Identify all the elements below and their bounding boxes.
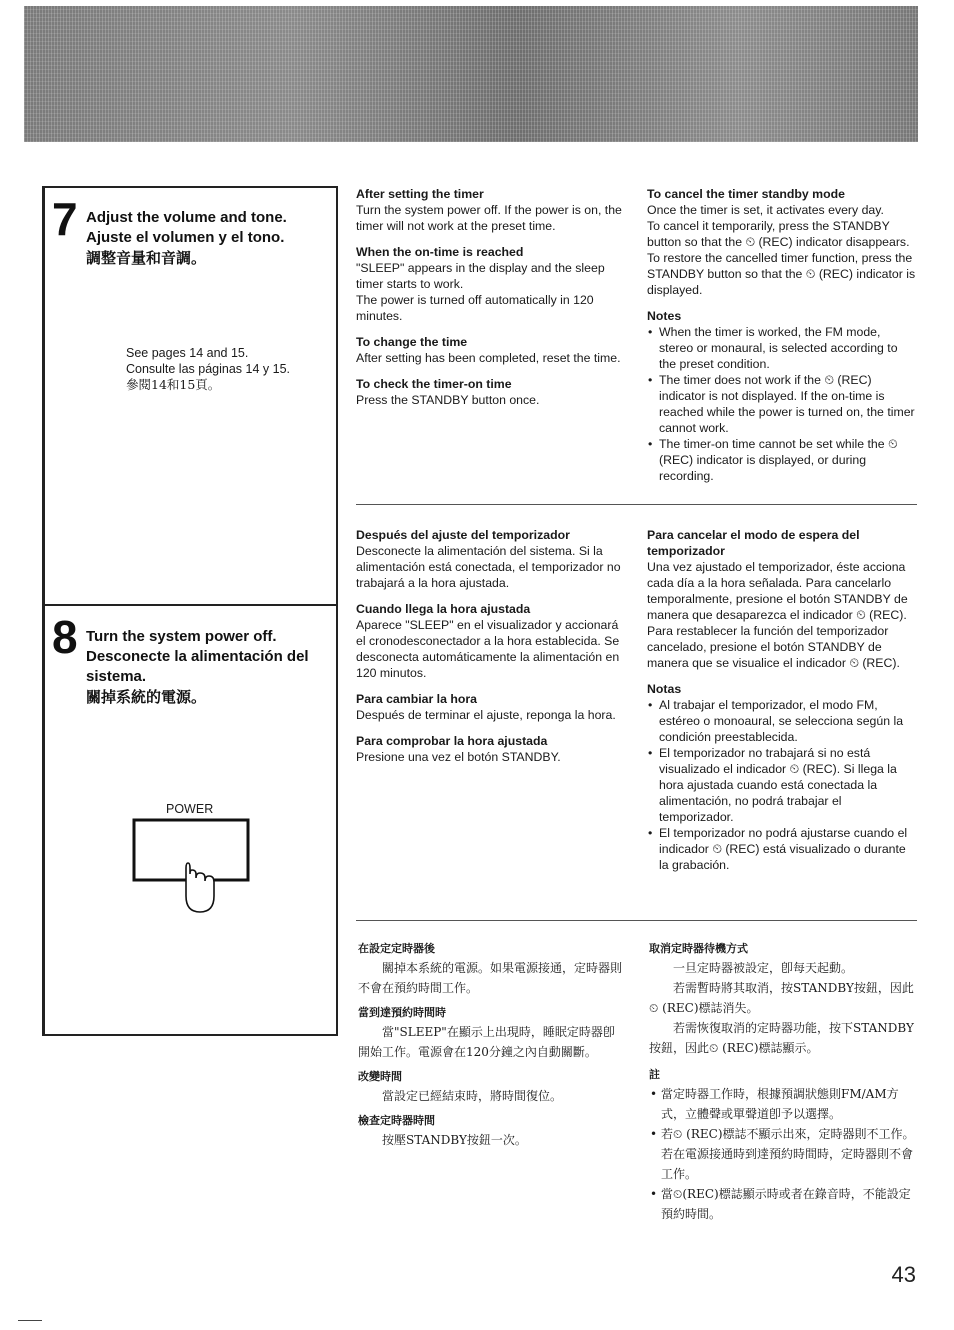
zh-mid-column [358, 940, 626, 1160]
zh-cancel-text-1: 一旦定時器被設定，卽每天起動。 [673, 961, 854, 975]
en-mid-column [356, 186, 626, 418]
en-notes-list [647, 324, 917, 484]
power-label: POWER [166, 802, 214, 816]
list-item: • Al trabajar el temporizador, el modo FM, estéreo o monoaural, se selecciona según la condición preestablecida. [659, 697, 917, 745]
separator-en-es [356, 504, 917, 505]
en-after-setting-title: After setting the timer [356, 187, 484, 201]
en-on-time-text-2: The power is turned off automatically in 120 minutes. [356, 293, 594, 323]
zh-change-time-text: 當設定已經結束時，將時間復位。 [382, 1089, 563, 1103]
es-check-time-title: Para comprobar la hora ajustada [356, 734, 548, 748]
list-item: • 當⏲(REC)標誌顯示時或者在錄音時，不能設定預約時間。 [661, 1184, 917, 1224]
es-notes-title: Notas [647, 682, 682, 696]
list-item: • 當定時器工作時，根據預調狀態則FM/AM方式，立體聲或單聲道卽予以選擇。 [661, 1084, 917, 1124]
power-button-illustration [130, 816, 256, 916]
es-on-time-text: Aparece "SLEEP" en el visualizador y accionará el cronodesconectador a la hora establecida. Se desconecta automáticamente la alimentación en 120 minutos. [356, 618, 620, 680]
zh-cancel-text-3: 若需恢復取消的定時器功能，按下STANDBY按鈕，因此⏲ (REC)標誌顯示。 [649, 1021, 914, 1055]
es-cancel-title: Para cancelar el modo de espera del temporizador [647, 528, 860, 558]
es-right-column [647, 527, 917, 873]
zh-notes-title: 註 [649, 1068, 660, 1081]
en-change-time-title: To change the time [356, 335, 468, 349]
list-item: • The timer does not work if the ⏲ (REC) indicator is not displayed. If the on-time is reached while the power is turned on, the timer cannot work. [659, 372, 917, 436]
step-7-heading-en: Adjust the volume and tone. [86, 209, 287, 226]
en-cancel-text-3: To restore the cancelled timer function, press the STANDBY button so that the ⏲ (REC) indicator is displayed. [647, 251, 916, 297]
es-check-time-text: Presione una vez el botón STANDBY. [356, 750, 561, 764]
margin-mark [18, 1320, 42, 1321]
zh-change-time-title: 改變時間 [358, 1070, 402, 1083]
step-7-note-es: Consulte las páginas 14 y 15. [126, 362, 290, 376]
zh-notes-list [649, 1084, 917, 1224]
zh-cancel-title: 取消定時器待機方式 [649, 942, 748, 955]
step-7-heading [86, 208, 287, 268]
es-on-time-title: Cuando llega la hora ajustada [356, 602, 531, 616]
step-7-heading-zh: 調整音量和音調。 [86, 249, 207, 267]
en-check-time-title: To check the timer-on time [356, 377, 512, 391]
separator-es-zh [356, 920, 917, 921]
es-mid-column [356, 527, 626, 775]
page-number: 43 [891, 1262, 916, 1287]
list-item: • When the timer is worked, the FM mode, stereo or monaural, is selected according to the preset condition. [659, 324, 917, 372]
es-after-setting-text: Desconecte la alimentación del sistema. Si la alimentación está conectada, el temporizador no trabajará a la hora ajustada. [356, 544, 621, 590]
zh-on-time-title: 當到達預約時間時 [358, 1006, 446, 1019]
en-notes-title: Notes [647, 309, 682, 323]
step-8-number: 8 [52, 611, 78, 663]
list-item: • 若⏲ (REC)標誌不顯示出來，定時器則不工作。若在電源接通時到達預約時間時，定時器則不會工作。 [661, 1124, 917, 1184]
step-8-heading-zh: 關掉系統的電源。 [86, 688, 207, 706]
zh-after-setting-title: 在設定定時器後 [358, 942, 435, 955]
en-on-time-title: When the on-time is reached [356, 245, 524, 259]
en-right-column [647, 186, 917, 484]
es-notes-list [647, 697, 917, 873]
zh-cancel-text-2: 若需暫時將其取消，按STANDBY按鈕，因此⏲ (REC)標誌消失。 [649, 981, 914, 1015]
step-8-heading-es-2: sistema. [86, 668, 147, 685]
list-item: • El temporizador no podrá ajustarse cuando el indicador ⏲ (REC) está visualizado o durante la grabación. [659, 825, 917, 873]
es-after-setting-title: Después del ajuste del temporizador [356, 528, 570, 542]
step-7-note-en: See pages 14 and 15. [126, 346, 249, 360]
step-7-note [126, 345, 290, 393]
en-after-setting-text: Turn the system power off. If the power is on, the timer will not work at the preset time. [356, 203, 622, 233]
step-7-heading-es: Ajuste el volumen y el tono. [86, 229, 285, 246]
es-change-time-text: Después de terminar el ajuste, reponga la hora. [356, 708, 616, 722]
zh-after-setting-text: 關掉本系統的電源。如果電源接通，定時器則不會在預約時間工作。 [358, 961, 623, 995]
step-8-heading-en: Turn the system power off. [86, 628, 277, 645]
steps-divider [42, 604, 338, 606]
en-cancel-text-2: To cancel it temporarily, press the STANDBY button so that the ⏲ (REC) indicator disappears. [647, 219, 910, 249]
list-item: • The timer-on time cannot be set while the ⏲ (REC) indicator is displayed, or during recording. [659, 436, 917, 484]
en-cancel-text-1: Once the timer is set, it activates every day. [647, 203, 884, 217]
en-on-time-text-1: "SLEEP" appears in the display and the sleep timer starts to work. [356, 261, 605, 291]
es-change-time-title: Para cambiar la hora [356, 692, 477, 706]
zh-check-time-text: 按壓STANDBY按鈕一次。 [382, 1133, 527, 1147]
step-8-heading [86, 627, 330, 707]
en-check-time-text: Press the STANDBY button once. [356, 393, 540, 407]
en-change-time-text: After setting has been completed, reset the time. [356, 351, 621, 365]
step-7-number: 7 [52, 193, 78, 245]
header-banner [24, 6, 918, 142]
zh-check-time-title: 檢查定時器時間 [358, 1114, 435, 1127]
zh-right-column [649, 940, 917, 1224]
zh-on-time-text: 當"SLEEP"在顯示上出現時，睡眠定時器卽開始工作。電源會在120分鐘之內自動關斷。 [358, 1025, 615, 1059]
list-item: • El temporizador no trabajará si no está visualizado el indicador ⏲ (REC). Si llega la hora ajustada cuando está conectada la alimentación, no podrá trabajar el temporizador. [659, 745, 917, 825]
en-cancel-title: To cancel the timer standby mode [647, 187, 845, 201]
es-cancel-text: Una vez ajustado el temporizador, éste acciona cada día a la hora señalada. Para cancelarlo temporalmente, presione el botón STANDBY de manera que desaparezca el indicador ⏲ (REC). Para restablecer la función del temporizador cancelado, presione el botón STANDBY de manera que se visualice el indicador ⏲ (REC). [647, 560, 908, 670]
step-8-heading-es-1: Desconecte la alimentación del [86, 648, 309, 665]
step-7-note-zh: 參閱14和15頁。 [126, 377, 221, 392]
